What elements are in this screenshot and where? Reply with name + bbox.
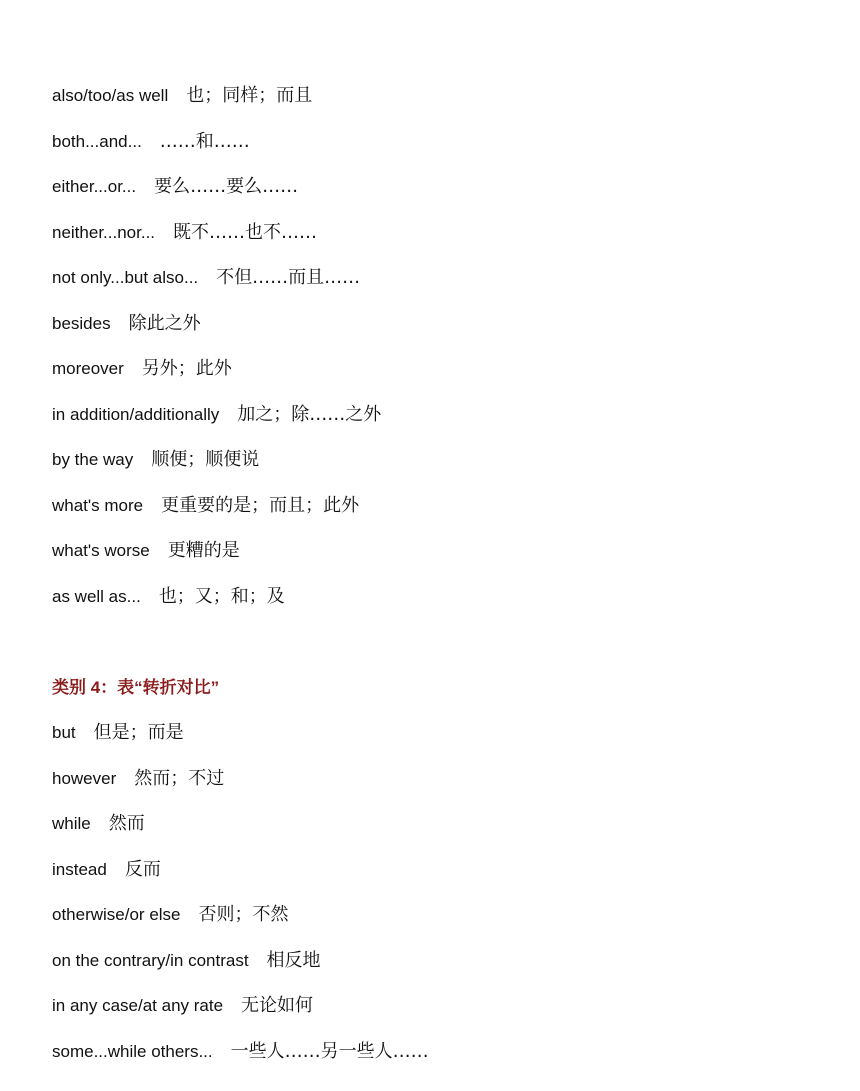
english-term: by the way (52, 450, 134, 469)
vocab-entry (52, 858, 161, 882)
english-term: however (52, 769, 117, 788)
chinese-meaning: 反而 (124, 859, 161, 880)
chinese-meaning: 一些人……另一些人…… (230, 1041, 429, 1062)
chinese-meaning: 无论如何 (241, 995, 314, 1016)
vocab-entry (52, 175, 298, 199)
vocab-entry (52, 994, 313, 1018)
chinese-meaning: 顺便；顺便说 (151, 449, 260, 470)
english-term: neither...nor... (52, 223, 156, 242)
chinese-meaning: 也；同样；而且 (186, 85, 313, 106)
vocab-entry (52, 767, 224, 791)
vocab-entry (52, 585, 285, 609)
chinese-meaning: 然而 (108, 813, 145, 834)
english-term: on the contrary/in contrast (52, 951, 249, 970)
english-term: both...and... (52, 132, 142, 151)
vocab-entry (52, 448, 259, 472)
vocab-entry (52, 949, 321, 973)
vocab-entry (52, 812, 145, 836)
chinese-meaning: 另外；此外 (141, 358, 232, 379)
english-term: besides (52, 314, 111, 333)
chinese-meaning: 要么……要么…… (154, 176, 299, 197)
english-term: otherwise/or else (52, 905, 181, 924)
english-term: either...or... (52, 177, 137, 196)
english-term: moreover (52, 359, 124, 378)
english-term: while (52, 814, 91, 833)
chinese-meaning: ……和…… (159, 131, 250, 152)
vocab-entry (52, 539, 240, 563)
vocab-entry (52, 312, 201, 336)
chinese-meaning: 更重要的是；而且；此外 (161, 495, 360, 516)
english-term: as well as... (52, 587, 141, 606)
vocab-entry (52, 130, 250, 154)
vocab-entry (52, 357, 232, 381)
english-term: what's worse (52, 541, 150, 560)
chinese-meaning: 除此之外 (128, 313, 201, 334)
chinese-meaning: 然而；不过 (134, 768, 225, 789)
vocab-entry (52, 266, 360, 290)
chinese-meaning: 相反地 (266, 950, 321, 971)
chinese-meaning: 加之；除……之外 (237, 404, 382, 425)
vocab-entry (52, 903, 289, 927)
vocab-entry (52, 403, 381, 427)
english-term: in addition/additionally (52, 405, 220, 424)
chinese-meaning: 否则；不然 (198, 904, 289, 925)
chinese-meaning: 也；又；和；及 (158, 586, 285, 607)
english-term: but (52, 723, 76, 742)
english-term: instead (52, 860, 107, 879)
vocab-entry (52, 1040, 429, 1064)
english-term: some...while others... (52, 1042, 213, 1061)
english-term: in any case/at any rate (52, 996, 224, 1015)
vocab-entry (52, 494, 359, 518)
vocab-entry (52, 221, 317, 245)
vocab-entry (52, 721, 184, 745)
chinese-meaning: 不但……而且…… (216, 267, 361, 288)
chinese-meaning: 既不……也不…… (173, 222, 318, 243)
english-term: what's more (52, 496, 144, 515)
section-heading: 类别 4：表“转折对比” (52, 678, 220, 697)
chinese-meaning: 但是；而是 (93, 722, 184, 743)
english-term: also/too/as well (52, 86, 169, 105)
english-term: not only...but also... (52, 268, 199, 287)
vocab-entry (52, 84, 312, 108)
chinese-meaning: 更糟的是 (167, 540, 240, 561)
